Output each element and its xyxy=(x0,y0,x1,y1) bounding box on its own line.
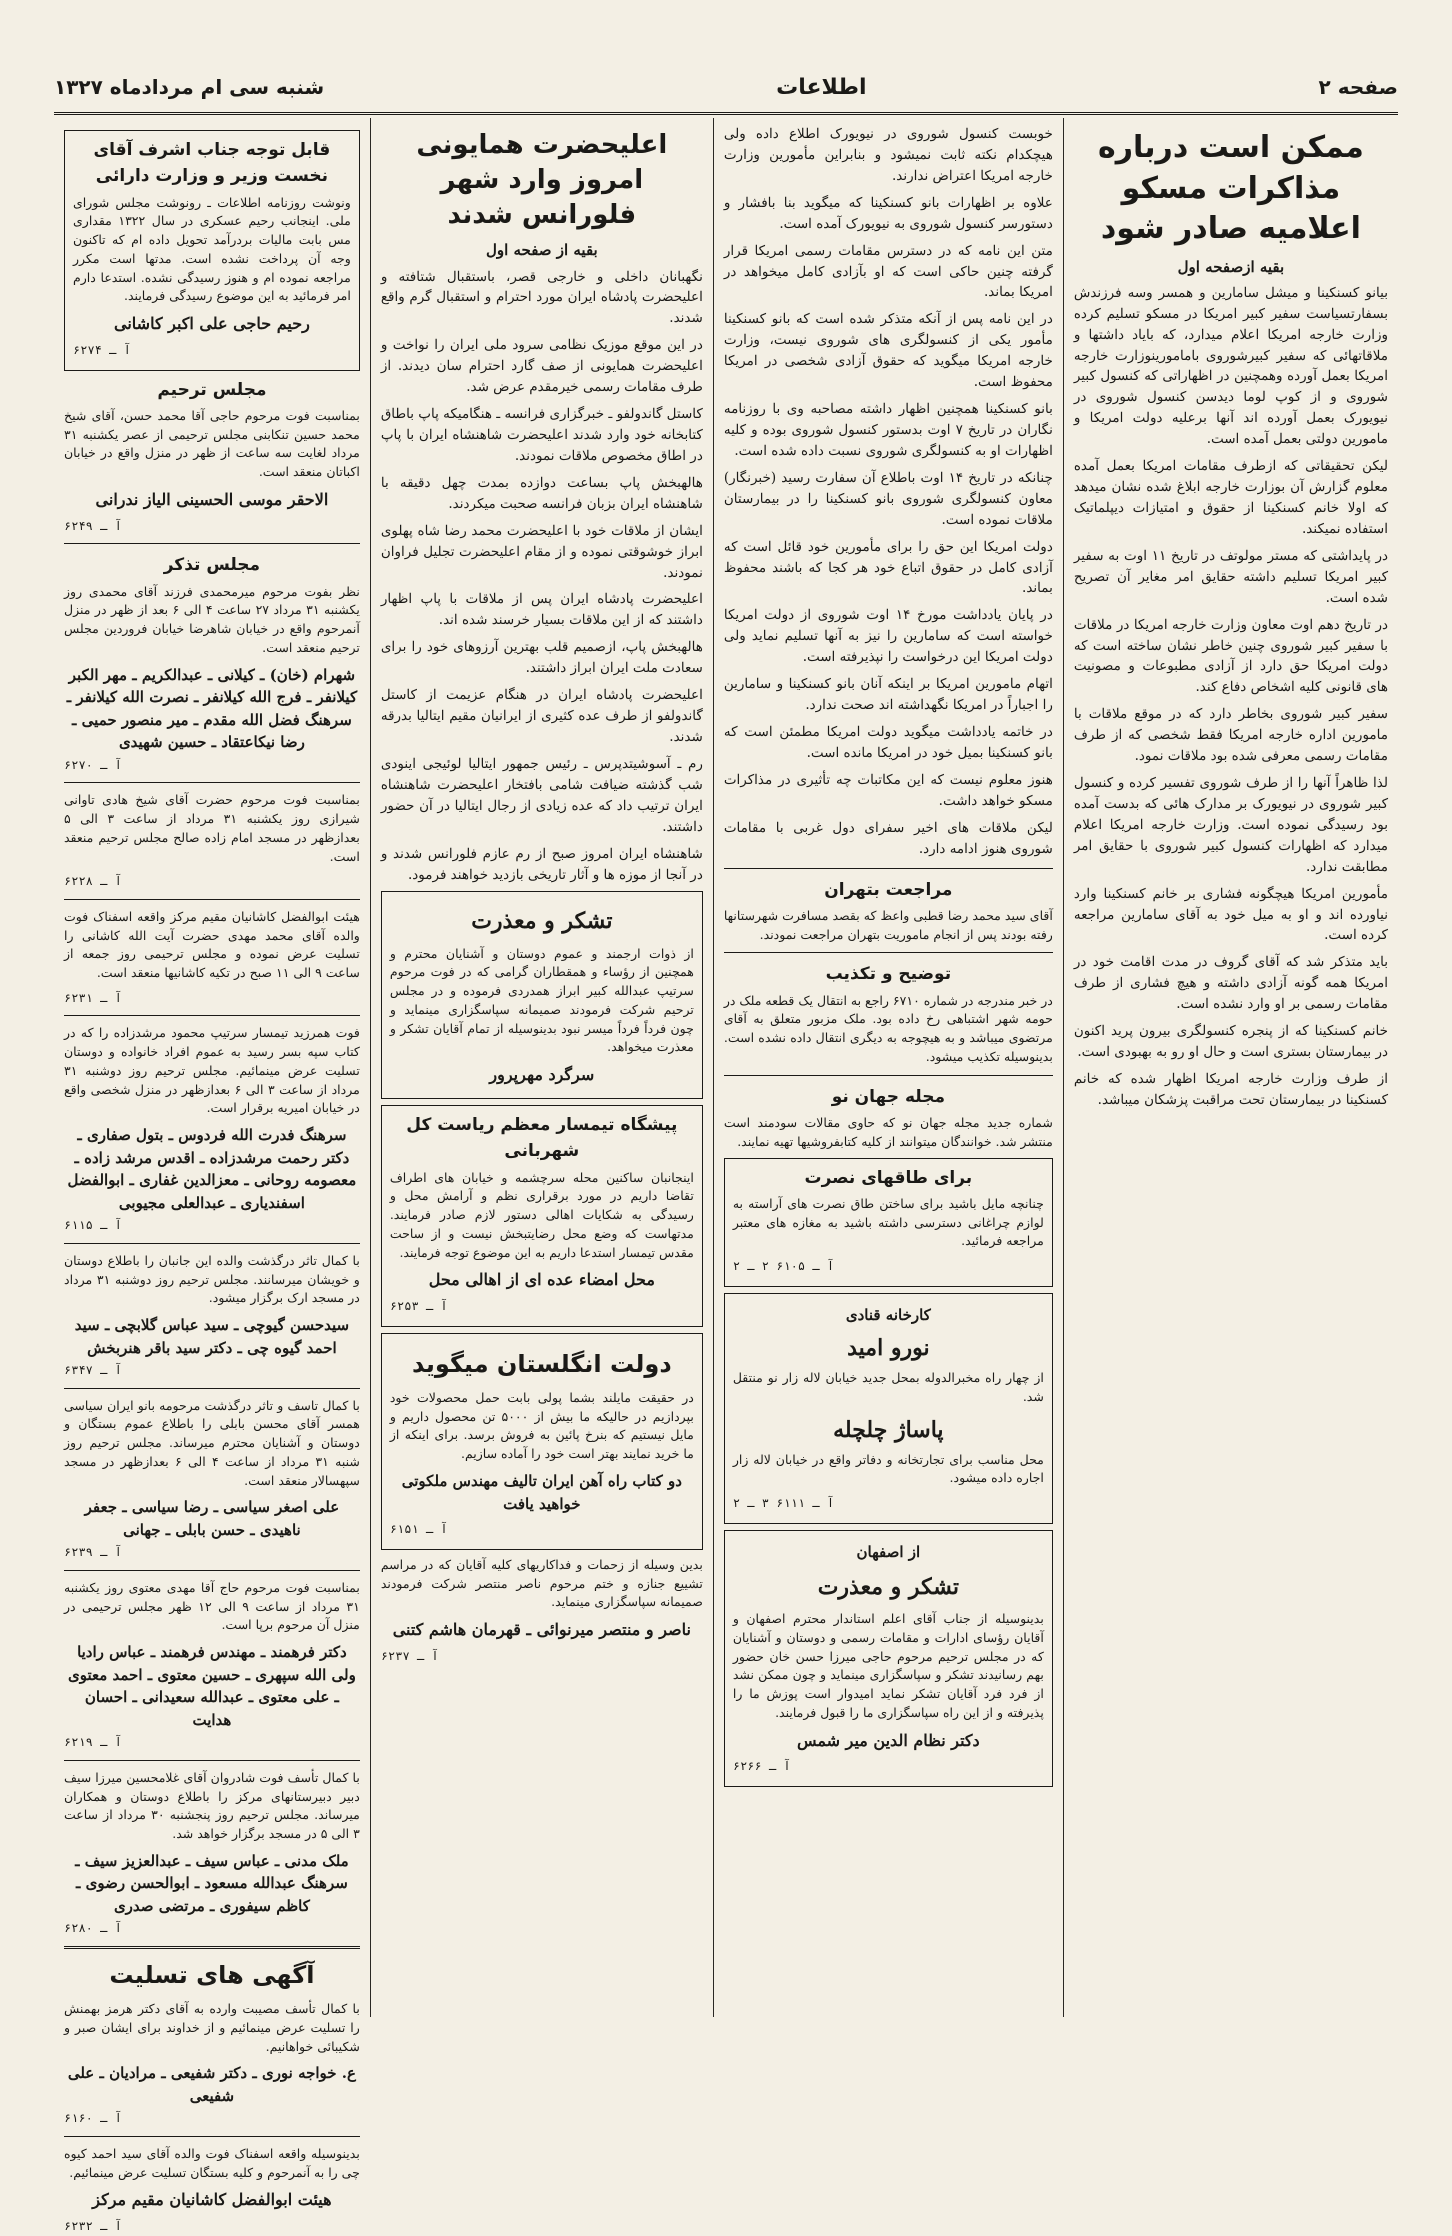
pm-signature: رحیم حاجی علی اکبر کاشانی xyxy=(114,314,310,334)
police-body: اینجانبان ساکنین محله سرچشمه و خیابان های اطراف تقاضا داریم در مورد برقراری نظم و آرامش محل و رسیدگی به شکایات اهالی دستور لازم صادر فرمایند. مدتهاست که وضع محل رضایتبخش نیست و از ساحت مقدس تیمسار استدعا داریم به این موضوع توجه فرمایند. xyxy=(389,1169,694,1260)
article-paragraph: سفیر کبیر شوروی بخاطر دارد که در موقع ملاقات با مامورین اداره خارجه امریکا فقط شخصی که از طرف مقامات رسمی معرفی شده بود ملاقات نمود. xyxy=(1073,706,1388,765)
ad-code: آ ـ ۶۲۱۹ xyxy=(64,1735,122,1750)
ad-england xyxy=(381,1333,703,1550)
continued-note: بقیه از صفحه اول xyxy=(485,241,598,260)
ad-arches xyxy=(724,1158,1053,1287)
article-paragraph: از طرف وزارت خارجه امریکا اظهار شده که خانم کسنکینا در بیمارستان تحت مراقبت پزشکان میباشد. xyxy=(1073,1071,1388,1108)
notice-body: بمناسبت فوت مرحوم حاج آقا مهدی معتوی روز یکشنبه ۳۱ مرداد از ساعت ۹ الی ۱۲ ظهر مجلس ترحیمی در منزل آن مرحوم برپا است. xyxy=(64,1579,360,1633)
article-paragraph: خانم کسنکینا که از پنجره کنسولگری بیرون پرید اکنون در بیمارستان بستری است و حال او رو به بهبودی است. xyxy=(1073,1023,1388,1061)
article-paragraph: رم ـ آسوشیتدپرس ـ رئیس جمهور ایتالیا لوئیجی اینودی شب گذشته ضیافت شامی بافتخار اعلیحضرت شاهنشاه ایران ترتیب داد که عده زیادی از رجال ایتالیا در آن حضور داشتند. xyxy=(380,755,703,835)
divider xyxy=(724,868,1053,869)
correction-body: در خبر مندرجه در شماره ۶۷۱۰ راجع به انتقال یک قطعه ملک در حومه شهر اشتباهی رخ داده بود. ملک مزبور متعلق به آقای مرتضوی میباشد و به هیچوجه به دیگری انتقال داده نشده است. بدینوسیله تکذیب میشود. xyxy=(723,992,1053,1064)
correction-heading: توضیح و تکذیب xyxy=(825,964,952,985)
article-paragraph: علاوه بر اظهارات بانو کسنکینا که میگوید بنا بافشار و دستورسر کنسول شوروی به نیویورک آمده است. xyxy=(723,194,1053,232)
article-paragraph: هالهبخش پاپ، ازصمیم قلب بهترین آرزوهای خود را برای سعادت ملت ایران ابراز داشتند. xyxy=(380,639,703,677)
condolence-heading: آگهی های تسلیت xyxy=(109,1960,315,1989)
ad-code: آ ـ ۶۱۰۵ ۲ ـ ۲ xyxy=(732,1259,835,1274)
ad-code: آ ـ ۶۱۱۵ xyxy=(64,1218,122,1233)
column-notices xyxy=(54,118,371,2234)
condolence-names: ع. خواجه نوری ـ دکتر شفیعی ـ مرادیان ـ علی شفیعی xyxy=(67,2064,356,2105)
article-paragraph: بانو کسنکینا همچنین اظهار داشته مصاحبه وی با روزنامه نگاران در تاریخ ۷ اوت بدستور کنسول شوروی بوده و کلیه اظهارات او به کنسولگری شوروی نسبت داده شده است. xyxy=(723,401,1053,459)
police-heading: پیشگاه تیمسار معظم ریاست کل شهربانی xyxy=(406,1114,678,1162)
condolence-body: با کمال تأسف مصیبت وارده به آقای دکتر هرمز بهمنش را تسلیت عرض مینمائیم و از خداوند برای ایشان صبر و شکیبائی خواهانیم. xyxy=(64,2001,360,2054)
column-moscow-talks xyxy=(1064,118,1398,2017)
notice-signature: هیئت ابوالفضل کاشانیان مقیم مرکز xyxy=(92,2190,332,2210)
article-paragraph: لیکن تحقیقاتی که ازطرف مقامات امریکا بعمل آمده معلوم گزارش آن بوزارت خارجه ابلاغ شده نشان میدهد که اولا خانم کسنکینا از حقوق و امتیازات دیپلماتیک استفاده نمیکند. xyxy=(1073,458,1388,537)
column-shah-florence xyxy=(371,118,714,2017)
notice-body: با کمال تاثر درگذشت والده این جانبان را باطلاع دوستان و خویشان میرسانند. مجلس ترحیم روز دوشنبه ۳۱ مرداد در مسجد ارک برگزار میشود. xyxy=(64,1252,360,1306)
ad-code: آ ـ ۶۱۱۱ ۳ ـ ۲ xyxy=(732,1496,835,1511)
ad-code: آ ـ ۶۲۳۱ xyxy=(64,990,122,1005)
england-quote: دو کتاب راه آهن ایران تالیف مهندس ملکوتی خواهید یافت xyxy=(401,1471,682,1514)
issue-date: شنبه سی ام مردادماه ۱۳۲۷ xyxy=(54,75,325,99)
ad-confectionery-name: نورو امید xyxy=(847,1334,930,1361)
article-paragraph: لیکن ملاقات های اخیر سفرای دول غربی با مقامات شوروی هنوز ادامه دارد. xyxy=(723,819,1053,857)
ad-arches-body: چنانچه مایل باشید برای ساختن طاق نصرت های آراسته به لوازم چراغانی دسترسی داشته باشید به مغازه های معتبر مراجعه فرمائید. xyxy=(732,1195,1044,1249)
isfahan-signature: دکتر نظام الدین میر شمس xyxy=(797,1730,980,1750)
ad-code: آ ـ ۶۲۳۷ xyxy=(380,1648,439,1663)
newspaper-name: اطلاعات xyxy=(776,74,867,100)
thanks-body: از ذوات ارجمند و عموم دوستان و آشنایان محترم و همچنین از رؤساء و همقطاران گرامی که در فوت مرحوم سرتیپ عبدالله کبیر ابراز همدردی فرموده و در مجلس ترحیم شرکت فرمودند صمیمانه سپاسگزاری مینماید و چون فرداً فرداً میسر نبود بدینوسیله از تمام آقایان تشکر و معذرت میخواهد. xyxy=(389,945,694,1055)
divider xyxy=(724,952,1053,953)
ad-passage-name: پاساژ چلچله xyxy=(833,1416,944,1443)
article-paragraph: لذا ظاهراً آنها را از طرف شوروی تفسیر کرده و کنسول کبیر شوروی در نیویورک بر مدارک هائی که بدست آمده بود رسیدگی نموده است. وزارت خارجه امریکا اعلام میدارد که اظهارات کنسول کبیر شوروی با حقایق امر مطابقت ندارد. xyxy=(1073,775,1388,875)
article-paragraph: در تاریخ دهم اوت معاون وزارت خارجه امریکا در ملاقات با سفیر کبیر شوروی چنین خاطر نشان ساخته است که دولت امریکا حق دارد از آزادی مطبوعات و مصونیت های قانونی کلیه اشخاص دفاع کند. xyxy=(1073,616,1388,696)
notice-body: فوت همرزید تیمسار سرتیپ محمود مرشدزاده را که در کتاب سپه بسر رسید به عموم افراد خانواده و دوستان تسلیت عرض مینمائیم. مجلس ترحیم روز دوشنبه ۳۱ مرداد از ساعت ۳ الی ۶ بعدازظهر در منزل شخصی واقع در خیابان امیریه برقرار است. xyxy=(64,1025,360,1116)
ad-code: آ ـ ۶۲۲۸ xyxy=(64,874,122,889)
magazine-body: شماره جدید مجله جهان نو که حاوی مقالات سودمند است منتشر شد. خوانندگان میتوانند از کلیه کتابفروشیها تهیه نمایند. xyxy=(723,1115,1053,1149)
divider xyxy=(64,782,360,783)
notice-names: دکتر فرهمند ـ مهندس فرهمند ـ عباس رادیا ولی الله سپهری ـ حسین معتوی ـ احمد معتوی ـ علی معتوی ـ عبدالله سعیدانی ـ احسان هدایت xyxy=(68,1643,356,1729)
notice-body: بدینوسیله واقعه اسفناک فوت والده آقای سید احمد کیوه چی را به آنمرحوم و کلیه بستگان تسلیت عرض مینمائیم. xyxy=(64,2145,360,2180)
ad-code: آ ـ ۶۲۳۹ xyxy=(64,1545,122,1560)
ad-isfahan-thanks xyxy=(724,1530,1053,1787)
ad-confectionery-body: از چهار راه مخبرالدوله بمحل جدید خیابان لاله زار نو منتقل شد. xyxy=(732,1370,1044,1404)
divider xyxy=(64,899,360,900)
divider xyxy=(64,1946,360,1949)
article-paragraph: خوبست کنسول شوروی در نیویورک اطلاع داده ولی هیچکدام نکته ثابت نمیشود و بنابراین مأمورین وزارت خارجه امریکا اعتراض ندارند. xyxy=(723,126,1053,184)
column-continued xyxy=(714,118,1064,2017)
memorial-signature: الاحقر موسی الحسینی الیاز ندرانی xyxy=(95,489,329,509)
thanks-notice-signature: ناصر و منتصر میرنوائی ـ قهرمان هاشم کتنی xyxy=(392,1620,691,1640)
divider xyxy=(724,1075,1053,1076)
page-number: صفحه ۲ xyxy=(1318,75,1398,99)
article-paragraph: اتهام مامورین امریکا بر اینکه آنان بانو کسنکینا و سامارین را اجباراً در امریکا نگهداشته اند صحت ندارد. xyxy=(723,676,1053,714)
england-heading: دولت انگلستان میگوید xyxy=(412,1349,672,1378)
divider xyxy=(64,2136,360,2137)
thanks-notice: بدین وسیله از زحمات و فداکاریهای کلیه آقایان که در مراسم تشییع جنازه و ختم مرحوم ناصر منتصر شرکت فرمودند صمیمانه سپاسگزاری مینماید. xyxy=(380,1556,703,1610)
article-paragraph: هالهبخش پاپ بساعت دوازده بمدت چهل دقیقه با شاهنشاه ایران بزبان فرانسه صحبت میکردند. xyxy=(380,474,703,512)
article-paragraph: در پایان یادداشت مورخ ۱۴ اوت شوروی از دولت امریکا خواسته است که سامارین را نیز به آنها تسلیم نماید ولی دولت امریکا این درخواست را نپذیرفته است. xyxy=(723,607,1053,666)
article-paragraph: در این نامه پس از آنکه متذکر شده است که بانو کسنکینا مأمور یکی از کنسولگری های شوروی نیست، وزارت خارجه امریکا میگوید که حقوق آزادی شخصی در امریکا محفوظ است. xyxy=(723,311,1053,391)
ad-code: آ ـ ۶۳۴۷ xyxy=(64,1363,122,1378)
ad-code: آ ـ ۶۲۸۰ xyxy=(64,1921,122,1936)
ad-confectionery xyxy=(724,1293,1053,1524)
divider xyxy=(64,543,360,544)
article-paragraph: شاهنشاه ایران امروز صبح از رم عازم فلورانس شدند و در آنجا از موزه ها و آثار تاریخی بازدید خواهند فرمود. xyxy=(380,845,703,883)
divider xyxy=(64,1570,360,1571)
article-paragraph: ایشان از ملاقات خود با اعلیحضرت محمد رضا شاه پهلوی ابراز خوشوقتی نموده و از مقام اعلیحضرت تجلیل فراوان نمودند. xyxy=(380,522,703,581)
ad-code: آ ـ ۶۲۳۲ xyxy=(64,2219,122,2234)
ad-thanks-mehrparvar xyxy=(381,891,703,1098)
continued-note: بقیه ازصفحه اول xyxy=(1177,257,1285,276)
pm-body: ونوشت روزنامه اطلاعات ـ رونوشت مجلس شورای ملی. اینجانب رحیم عسکری در سال ۱۳۲۲ مقداری مس بابت مالیات بردرآمد تحویل داده ام که تاکنون وجه آن پرداخت نشده است. مدتها است مکرر مراجعه نموده ام و هنوز رسیدگی نشده. استدعا دارم امر فرمائید به این موضوع رسیدگی فرمایند. xyxy=(73,194,351,304)
article-paragraph: متن این نامه که در دسترس مقامات رسمی امریکا قرار گرفته چنین حاکی است که او بآزادی کامل میخواهد در امریکا بماند. xyxy=(723,242,1053,301)
article-paragraph: اعلیحضرت پادشاه ایران در هنگام عزیمت از کاستل گاندولفو از طرف عده کثیری از ایرانیان مقیم ایتالیا بدرقه شدند. xyxy=(380,687,703,745)
thanks-title: تشکر و معذرت xyxy=(471,908,613,935)
ad-police-chief xyxy=(381,1105,703,1327)
headline-florence: اعلیحضرت همایونی امروز وارد شهر فلورانس شدند xyxy=(416,130,668,231)
notice-names: علی اصغر سیاسی ـ رضا سیاسی ـ جعفر ناهیدی ـ حسن بابلی ـ جهانی xyxy=(84,1498,340,1539)
notice-body: با کمال تاسف و تاثر درگذشت مرحومه بانو ایران سیاسی همسر آقای محسن بابلی را باطلاع عموم بستگان و دوستان و آشنایان محترم میرساند. مجلس ترحیم روز شنبه ۳۱ مرداد از ساعت ۴ الی ۶ بعدازظهر در مسجد سپهسالار منعقد است. xyxy=(64,1397,360,1488)
return-heading: مراجعت بتهران xyxy=(824,879,953,900)
isfahan-kicker: از اصفهان xyxy=(856,1542,921,1561)
article-paragraph: نگهبانان داخلی و خارجی قصر، باستقبال شتافته و اعلیحضرت پادشاه ایران مورد احترام و استقبال گرم واقع شدند. xyxy=(380,268,703,327)
notice-body: با کمال تأسف فوت شادروان آقای غلامحسین میرزا سیف دبیر دبیرستانهای مرکز را باطلاع دوستان و همکاران میرساند. مجلس ترحیم روز پنجشنبه ۳۰ مرداد از ساعت ۳ الی ۵ در مسجد برگزار خواهد شد. xyxy=(64,1769,360,1842)
pm-heading: قابل توجه جناب اشرف آقای نخست وزیر و وزارت دارائی xyxy=(93,140,331,187)
divider xyxy=(64,1015,360,1016)
article-paragraph: چنانکه در تاریخ ۱۴ اوت باطلاع آن سفارت رسید (خبرنگار) معاون کنسولگری شوروی بانو کسنکینا را در بیمارستان ملاقات نموده است. xyxy=(723,469,1053,528)
england-body: در حقیقت مایلند بشما پولی بابت حمل محصولات خود بپردازیم در حالیکه ما بیش از ۵۰۰۰ تن محصول داریم و مایل نیستیم که بنرخ پائین به فروش برسد. برای اینکه از ما خرید نمایند بهتر است خود را آماده سازیم. xyxy=(389,1389,694,1462)
article-paragraph: هنوز معلوم نیست که این مکاتبات چه تأثیری در مذاکرات مسکو خواهد داشت. xyxy=(723,771,1053,809)
ad-code: آ ـ ۶۲۵۳ xyxy=(389,1299,448,1314)
article-paragraph: در این موقع موزیک نظامی سرود ملی ایران را نواخت و اعلیحضرت همایونی از صف گارد احترام سان دیدند. از طرف مقامات رسمی خیرمقدم عرض شد. xyxy=(380,337,703,396)
remembrance-heading: مجلس تذکر xyxy=(163,555,261,576)
ad-code: آ ـ ۶۲۴۹ xyxy=(64,518,122,533)
memorial-heading: مجلس ترحیم xyxy=(157,379,267,400)
article-paragraph: بیانو کسنکینا و میشل سامارین و همسر وسه فرزندش بسفارتسیاست سفیر کبیر امریکا در مسکو تسلیم کرده وزارت خارجه امریکا اعلام میدارد، که بایاد داشتها و ملاقاتهائی که سفیر کبیرشوروی بامامورینوزارت خارجه امریکا بعمل آورده وهمچنین در اظهاراتی که کنسول کبیر شوروی و از کوپ لوما دیدسن کنسول شوروی در نیویورک بعمل آورده اند آنها برعلیه دولت امریکا و مامورین دولتی بعمل آمده است. xyxy=(1073,284,1388,448)
notice-names: ملک مدنی ـ عباس سیف ـ عبدالعزیز سیف ـ سرهنگ عبدالله مسعود ـ ابوالحسن رضوی ـ کاظم سیفوری ـ مرتضی صدری xyxy=(75,1851,349,1915)
isfahan-title: تشکر و معذرت xyxy=(817,1574,959,1600)
remembrance-names: شهرام (خان) ـ کیلانی ـ عبدالکریم ـ مهر الکبر کیلانفر ـ فرج الله کیلانفر ـ نصرت الله کیلانفر ـ سرهنگ فضل الله مقدم ـ میر منصور حمیی ـ رضا نیکاعتقاد ـ حسین شهیدی xyxy=(66,665,358,752)
ad-prime-minister xyxy=(64,130,360,371)
divider xyxy=(64,1388,360,1389)
isfahan-body: بدینوسیله از جناب آقای اعلم استاندار محترم اصفهان و آقایان رؤسای ادارات و مقامات رسمی و دوستان و آشنایان که در مجلس ترحیم مرحوم حاجی میرزا حسن خان حضور بهم رسانیدند تشکر و سپاسگزاری مینماید و چون ممکن نشد از فرد فرد آقایان تشکر نماید امیدوار است پوزش ما را پذیرفته و از این راه سپاسگزاری ما را قبول فرمایند. xyxy=(732,1611,1044,1720)
police-signature: محل امضاء عده ای از اهالی محل xyxy=(428,1270,655,1290)
ad-passage-body: محل مناسب برای تجارتخانه و دفاتر واقع در خیابان لاله زار اجاره داده میشود. xyxy=(732,1451,1044,1486)
ad-code: آ ـ ۶۱۶۰ xyxy=(64,2111,122,2126)
columns xyxy=(54,118,1398,2234)
return-body: آقای سید محمد رضا قطبی واعظ که بقصد مسافرت شهرستانها رفته بودند پس از انجام ماموریت بتهران مراجعت نمودند. xyxy=(723,907,1053,942)
headline-moscow: ممکن است درباره مذاکرات مسکو اعلامیه صادر شود xyxy=(1098,130,1364,246)
article-paragraph: کاستل گاندولفو ـ خبرگزاری فرانسه ـ هنگامیکه پاپ باطاق کتابخانه خود وارد شدند اعلیحضرت شاهنشاه ایران با پاپ در اطاق مخصوص ملاقات نمودند. xyxy=(380,406,703,464)
divider xyxy=(64,1243,360,1244)
ad-code: آ ـ ۶۲۶۶ xyxy=(732,1759,791,1774)
ad-confectionery-kicker: کارخانه قنادی xyxy=(845,1305,931,1324)
masthead xyxy=(54,62,1398,115)
thanks-signature: سرگرد مهرپرور xyxy=(489,1065,595,1085)
memorial-body: بمناسبت فوت مرحوم حاجی آقا محمد حسن، آقای شیخ محمد حسین تنکابنی مجلس ترحیمی از عصر یکشنبه ۳۱ مرداد لغایت سه ساعت از ظهر در منزل واقع در خیابان اکباتان منعقد است. xyxy=(64,407,360,480)
article-paragraph: باید متذکر شد که آقای گروف در مدت اقامت خود در امریکا همه گونه آزادی داشته و هیچ فشاری از طرف مقامات رسمی بر او وارد نشده است. xyxy=(1073,954,1388,1013)
notice-body: بمناسبت فوت مرحوم حضرت آقای شیخ هادی تاوانی شیرازی روز یکشنبه ۳۱ مرداد از ساعت ۳ الی ۵ بعدازظهر در مسجد امام زاده صالح مجلس ترحیم منعقد است. xyxy=(64,792,360,864)
notice-body: هیئت ابوالفضل کاشانیان مقیم مرکز واقعه اسفناک فوت والده آقای محمد مهدی حضرت آیت الله کاشانی را تسلیت عرض نموده و مجلس ترحیمی روز جمعه از ساعت ۹ الی ۱۱ صبح در تکیه کاشانیها منعقد است. xyxy=(64,908,360,981)
article-paragraph: مأمورین امریکا هیچگونه فشاری بر خانم کسنکینا وارد نیاورده اند و او به میل خود به آقای سامارین مراجعه کرده است. xyxy=(1073,885,1388,944)
ad-arches-heading: برای طاقهای نصرت xyxy=(804,1167,973,1188)
article-paragraph: در پایداشتی که مستر مولوتف در تاریخ ۱۱ اوت به سفیر کبیر امریکا تسلیم داشته حقایق امر مغایر آن تصریح شده است. xyxy=(1073,547,1388,606)
ad-code: آ ـ ۶۱۵۱ xyxy=(389,1522,448,1537)
article-paragraph: در خاتمه یادداشت میگوید دولت امریکا مطمئن است که بانو کسنکینا بمیل خود در امریکا مانده است. xyxy=(723,723,1053,761)
notice-names: سرهنگ فدرت الله فردوس ـ بتول صفاری ـ دکتر رحمت مرشدزاده ـ اقدس مرشد زاده ـ معصومه روحانی ـ معزالدین غفاری ـ ابوالفضل اسفندیاری ـ عبدالعلی مجیوبی xyxy=(67,1126,357,1212)
divider xyxy=(64,1760,360,1761)
ad-code: آ ـ ۶۲۷۰ xyxy=(64,757,122,772)
article-paragraph: اعلیحضرت پادشاه ایران پس از ملاقات با پاپ اظهار داشتند که از این ملاقات بسیار خرسند شده اند. xyxy=(380,591,703,629)
magazine-heading: مجله جهان نو xyxy=(831,1086,945,1107)
ad-code: آ ـ ۶۲۷۴ xyxy=(73,342,131,357)
article-paragraph: دولت امریکا این حق را برای مأمورین خود قائل است که آزادی کامل در حقوق اتباع خود هر کجا که باشند محفوظ بماند. xyxy=(723,538,1053,597)
notice-names: سیدحسن گیوچی ـ سید عباس گلابچی ـ سید احمد گیوه چی ـ دکتر سید باقر هنربخش xyxy=(74,1316,350,1357)
remembrance-body: نظر بفوت مرحوم میرمحمدی فرزند آقای محمدی روز یکشنبه ۳۱ مرداد ۲۷ ساعت ۴ الی ۶ بعد از ظهر در منزل آنمرحوم واقع در خیابان شاهرضا خیابان فروردین مجلس ترحیم منعقد است. xyxy=(64,583,360,655)
